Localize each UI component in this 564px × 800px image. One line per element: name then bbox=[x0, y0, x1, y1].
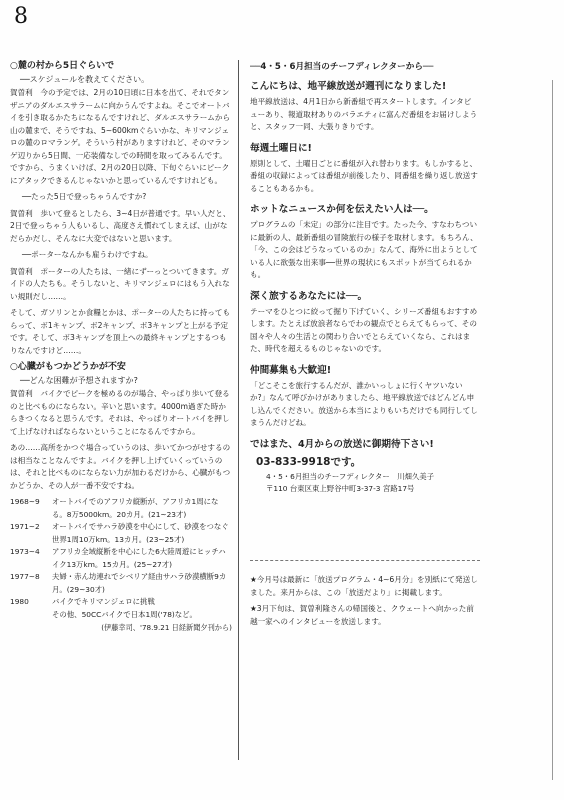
history-text: アフリカ全域縦断を中心にした6大陸周遊にヒッチハイク13万km。15カ月。(25~27才) bbox=[52, 547, 226, 569]
history-year: 1973~4 bbox=[10, 547, 40, 556]
history-source: (伊藤幸司、'78.9.21 日経新聞夕刊から) bbox=[101, 623, 232, 632]
director-name: 4・5・6月担当のチーフディレクター 川畑久美子 bbox=[266, 471, 435, 481]
director-header: ──4・5・6月担当のチーフディレクターから── bbox=[250, 62, 434, 72]
interview-paragraph: あの……高所をかつぐ場合っていうのは、歩いてかつがせするのは相当なことなんですよ。バイクを押し上げていくっていうのは、それと比べものにならない力が加わるだけから、心臓がもつかどうか、その人が一番不安ですね。 bbox=[10, 443, 231, 490]
history-row bbox=[10, 521, 232, 546]
block-text: テーマをひとつに絞って掘り下げていく、シリーズ番組もおすすめします。たとえば放浪者ならでわの観点でとらえてもらって、その国々や人々の生活との関わり合いでとらえていくなら、これはまた、時代を超えるものじゃないのです。 bbox=[250, 306, 478, 353]
note-item: ★3月下旬は、賀曽利隆さんの帰国後と、クウェートへ向かった前越一家へのインタビューを放送します。 bbox=[250, 604, 474, 626]
interview-paragraph: そして、ガソリンとか食糧とかは、ポーターの人たちに持ってもらって、ボ1キャンプ、ボ2キャンプ、ボ3キャンプと上がる予定です。そして、ボ3キャンプを頂上への最終キャンプとするつもりなんですけど……。 bbox=[10, 308, 231, 355]
history-year: 1980 bbox=[10, 597, 29, 606]
history-row bbox=[10, 596, 232, 609]
history-year: 1968~9 bbox=[10, 497, 40, 506]
section-title: ○心臓がもつかどうかが不安 bbox=[10, 362, 126, 372]
history-list bbox=[10, 496, 232, 633]
interview-paragraph: 賀曽利 ポーターの人たちは、一緒にずーっとついてきます。ガイドの人たちも。そうしないと、キリマンジェロにはもう入れない規則だし……。 bbox=[10, 266, 230, 301]
history-row bbox=[10, 546, 232, 571]
contact-heading: ではまた、4月からの放送に御期待下さい! bbox=[250, 438, 434, 450]
history-text: 夫婦・赤ん坊連れでシベリア経由サハラ砂漠横断9カ月。(29~30才) bbox=[52, 572, 227, 594]
history-row bbox=[10, 571, 232, 596]
phone-number: 03-833-9918です。 bbox=[256, 455, 362, 468]
interview-column bbox=[10, 60, 232, 780]
block-heading: ホットなニュースか何を伝えたい人は──。 bbox=[250, 204, 434, 215]
block-heading: 毎週土曜日に! bbox=[250, 142, 312, 154]
margin-line bbox=[552, 80, 553, 780]
page-number: 8 bbox=[14, 4, 28, 29]
interview-question: ──たった5日で登っちゃうんですか? bbox=[22, 192, 147, 201]
note-item: ★今月号は最新に「放送プログラム・4~6月分」を別紙にて発送しました。来月からは、この「放送だより」に掲載します。 bbox=[250, 575, 478, 597]
block-text: プログラムの「未定」の部分に注目です。たった今、すなわちついに最新の人、最新番組の冒険旅行の様子を取材します。もちろん、「今、この会はどうなっているのか」なんて、海外に出ようとしている人に欲張な出来事──世界の現状にもスポットが当てられるかも。 bbox=[250, 220, 478, 279]
history-text: オートバイでサハラ砂漠を中心にして、砂漠をつなぐ世界1周10万km。13カ月。(23~25才) bbox=[52, 522, 229, 544]
block-heading: 深く旅するあなたには──。 bbox=[250, 290, 368, 302]
history-year: 1977~8 bbox=[10, 572, 40, 581]
block-text: 原則として、土曜日ごとに番組が入れ替わります。もしかすると、番組の収録によっては番組が前後したり、同番組を繰り返し放送することもあるかも。 bbox=[250, 158, 478, 193]
interview-paragraph: 賀曽利 歩いて登るとしたら、3~4日が普通です。早い人だと、2日で登っちゃう人もいるし、高度さえ慣れてしまえば、山がなだらかだし、そんなに大変ではないと思います。 bbox=[10, 208, 231, 243]
block-text: 地平線放送は、4月1日から新番組で再スタートします。インタビューあり、報道取材ありのバラエティに富んだ番組をお届けしようと、スタッフ一同、大張りきりです。 bbox=[250, 97, 478, 131]
history-text: バイクでキリマンジェロに挑戦 bbox=[52, 597, 155, 606]
history-text: オートバイでのアフリカ縦断が、アフリカ1周になる。8万5000km。20カ月。(21~23才) bbox=[52, 497, 219, 519]
history-year bbox=[10, 609, 52, 622]
history-text: その他、50CCバイクで日本1周('78)など。 bbox=[52, 609, 197, 619]
interview-paragraph: 賀曽利 バイクでピークを極めるのが場合、やっぱり歩いて登るのと比べものにならない。辛いと思います。4000m過ぎた時からきつくなると思うんです。それは、やっぱりオートバイを押して上げなければならないということになるんですから。 bbox=[10, 389, 230, 436]
notes-section bbox=[250, 570, 478, 690]
history-year: 1971~2 bbox=[10, 522, 40, 531]
section-subtitle: ──どんな困難が予想されますか? bbox=[20, 376, 138, 385]
interview-question: ──ポーターなんかも雇うわけですね。 bbox=[22, 250, 153, 259]
block-heading: こんにちは、地平線放送が週刊になりました! bbox=[250, 81, 447, 92]
address: 〒110 台東区東上野谷中町3-37-3 宮路17号 bbox=[266, 483, 415, 493]
section-subtitle: ──スケジュールを教えてください。 bbox=[20, 75, 150, 84]
history-row bbox=[10, 496, 232, 521]
block-text: 「どこそこを旅行するんだが、誰かいっしょに行くヤツいないか?」なんて呼びかけがありましたら、地平線放送ではどんどん申し込んでください。放送から本当によりもいちだけでも同行してしまうんだけどね。 bbox=[250, 380, 478, 427]
history-row bbox=[10, 609, 232, 622]
section-title: ○麓の村から5日ぐらいで bbox=[10, 61, 115, 71]
block-heading: 仲間募集も大歓迎! bbox=[250, 364, 332, 376]
interview-paragraph: 賀曽利 今の予定では、2月の10日頃に日本を出て、それでタンザニアのダルエスサラームに向かうんですよね。そこでオートバイを引き取るかたちになるんですけれど、ダルエスサラームから山の麓まで、そうですね、5~600kmぐらいかな、キリマンジェロの麓のロマランゲ。そういう村がありますけれど、そのマランゲ辺りから5日間、一応装備なしでの時間を取ってみるんです。ですから、うまくいけば、2月の20日以降、下旬ぐらいにピークにアタックできるんじゃないかと思っているんですけれども。 bbox=[10, 88, 231, 185]
column-divider bbox=[238, 60, 239, 760]
